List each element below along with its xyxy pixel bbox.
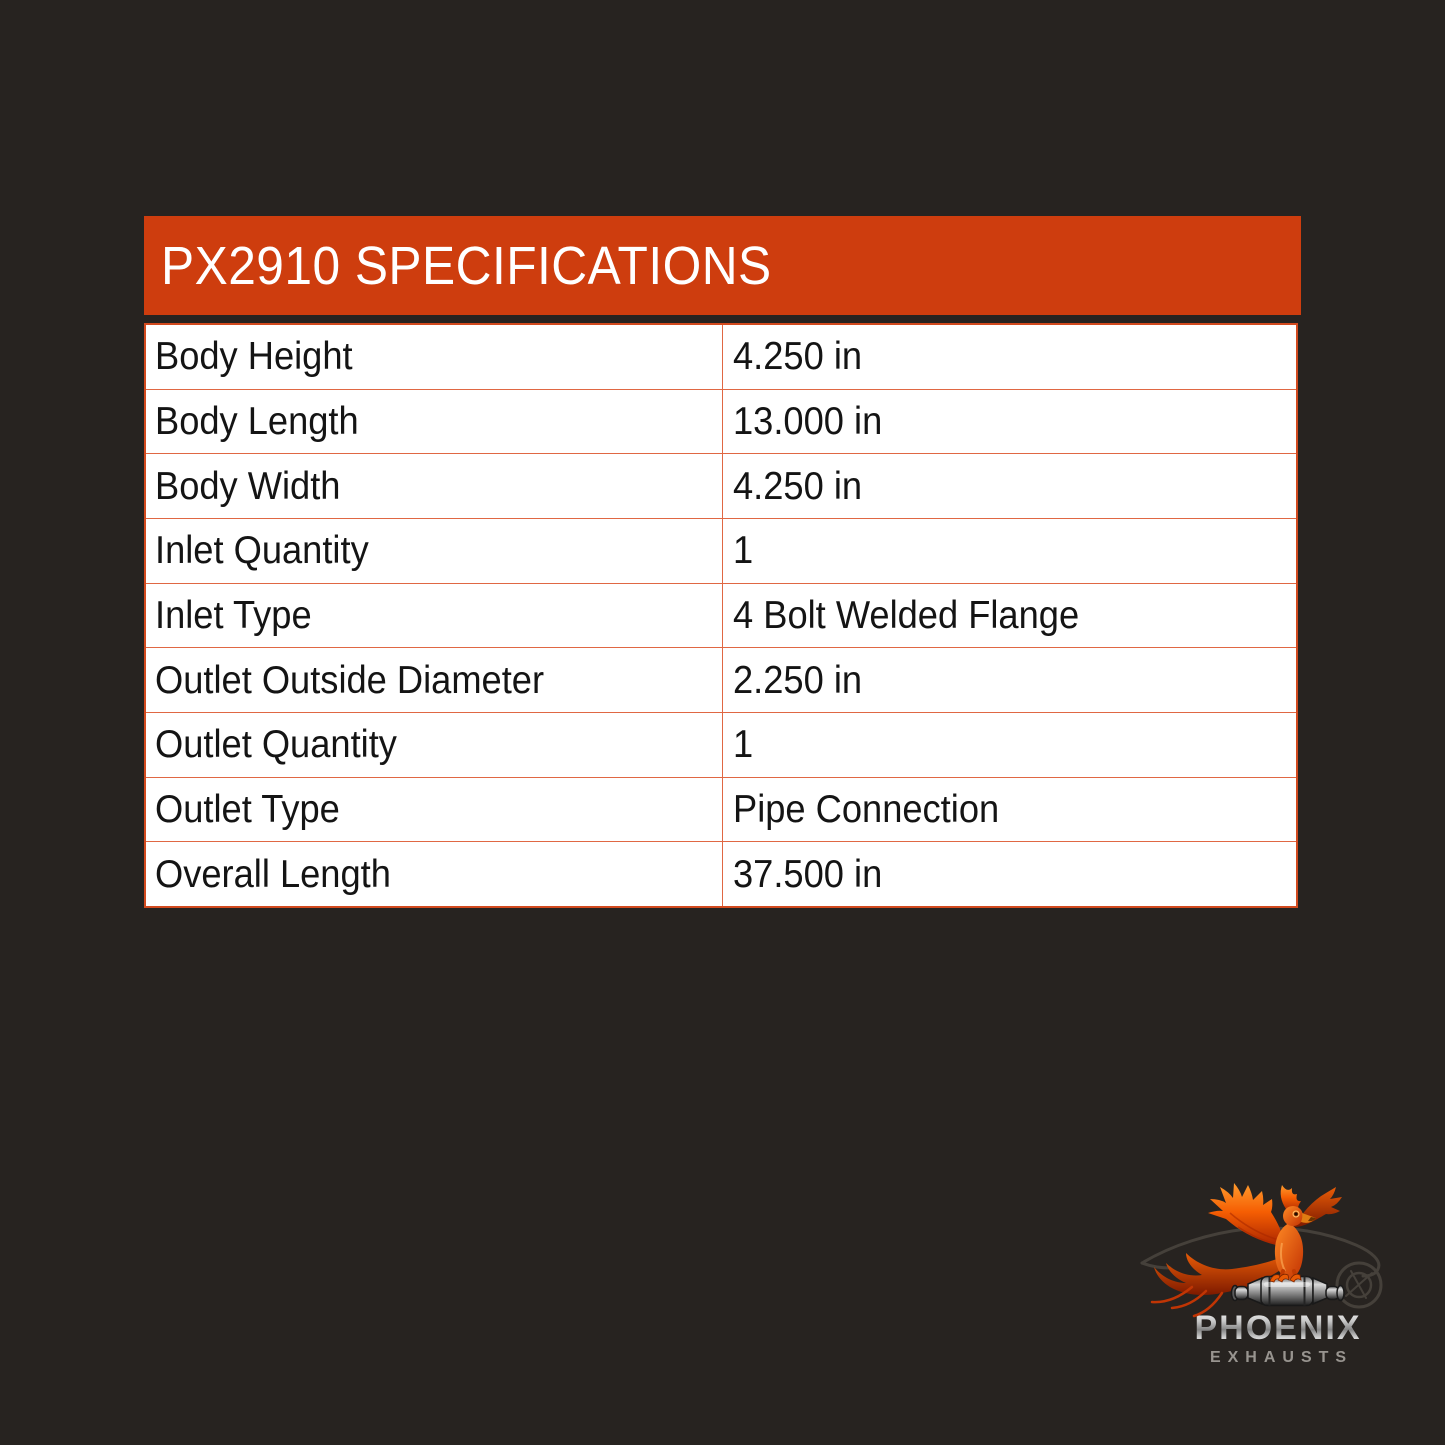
spec-value: 1 bbox=[733, 529, 754, 573]
phoenix-logo-graphic bbox=[1132, 1183, 1424, 1319]
spec-label: Outlet Type bbox=[155, 788, 340, 832]
table-row bbox=[146, 841, 1296, 906]
spec-label: Inlet Type bbox=[155, 594, 312, 638]
phoenix-left-wing bbox=[1208, 1183, 1285, 1247]
spec-value-cell bbox=[723, 325, 1296, 389]
spec-label-cell bbox=[146, 390, 723, 454]
spec-label-cell bbox=[146, 584, 723, 648]
spec-header-bar bbox=[144, 216, 1301, 315]
spec-label-cell bbox=[146, 778, 723, 842]
spec-value: 13.000 in bbox=[733, 400, 883, 443]
spec-value: 4 Bolt Welded Flange bbox=[733, 594, 1080, 638]
spec-value-cell bbox=[723, 778, 1296, 842]
spec-value: 4.250 in bbox=[733, 464, 863, 508]
spec-value-cell bbox=[723, 648, 1296, 712]
spec-label: Overall Length bbox=[155, 852, 391, 896]
table-row bbox=[146, 647, 1296, 712]
spec-label-cell bbox=[146, 842, 723, 906]
spec-label: Body Height bbox=[155, 335, 353, 379]
spec-value: 4.250 in bbox=[733, 335, 863, 379]
phoenix-exhausts-logo bbox=[1132, 1183, 1424, 1366]
spec-label-cell bbox=[146, 648, 723, 712]
spec-value: 37.500 in bbox=[733, 852, 883, 896]
logo-subtitle-text: EXHAUSTS bbox=[1209, 1349, 1354, 1366]
spec-value-cell bbox=[723, 713, 1296, 777]
table-row bbox=[146, 583, 1296, 648]
spec-value: 1 bbox=[733, 723, 754, 767]
table-row bbox=[146, 453, 1296, 518]
logo-brand-text: PHOENIX bbox=[1132, 1311, 1424, 1345]
spec-value: Pipe Connection bbox=[733, 788, 1000, 832]
spec-value-cell bbox=[723, 390, 1296, 454]
spec-label: Outlet Outside Diameter bbox=[155, 658, 545, 702]
spec-value-cell bbox=[723, 842, 1296, 906]
table-row bbox=[146, 389, 1296, 454]
spec-title: PX2910 SPECIFICATIONS bbox=[161, 235, 772, 296]
spec-value-cell bbox=[723, 454, 1296, 518]
spec-label-cell bbox=[146, 454, 723, 518]
spec-label-cell bbox=[146, 325, 723, 389]
spec-label-cell bbox=[146, 519, 723, 583]
spec-table bbox=[144, 323, 1298, 908]
table-row bbox=[146, 325, 1296, 389]
spec-label: Outlet Quantity bbox=[155, 723, 397, 767]
spec-label: Body Width bbox=[155, 464, 341, 508]
spec-label: Body Length bbox=[155, 400, 359, 443]
table-row bbox=[146, 712, 1296, 777]
spec-value-cell bbox=[723, 519, 1296, 583]
table-row bbox=[146, 777, 1296, 842]
table-row bbox=[146, 518, 1296, 583]
spec-value: 2.250 in bbox=[733, 658, 863, 702]
spec-value-cell bbox=[723, 584, 1296, 648]
spec-label-cell bbox=[146, 713, 723, 777]
spec-label: Inlet Quantity bbox=[155, 529, 369, 573]
